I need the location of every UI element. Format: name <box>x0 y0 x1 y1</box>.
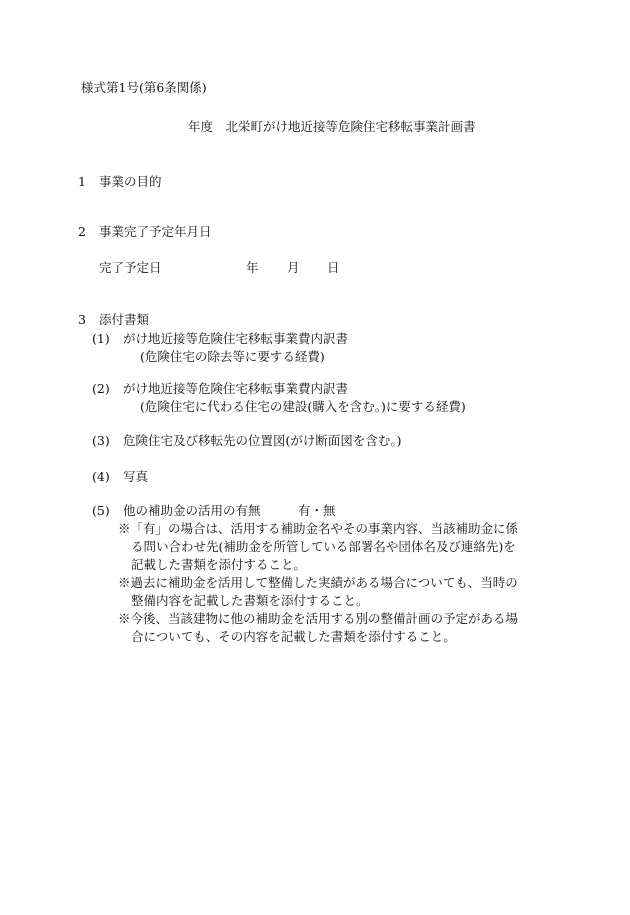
section-3-number: 3 <box>78 312 86 327</box>
completion-year-unit: 年 <box>246 260 259 275</box>
attachment-1-text: がけ地近接等危険住宅移転事業費内訳書 <box>123 331 349 346</box>
attachment-5-text: 他の補助金の活用の有無 <box>123 503 261 518</box>
attachment-2-text: がけ地近接等危険住宅移転事業費内訳書 <box>123 381 349 396</box>
completion-day-unit: 日 <box>327 260 340 275</box>
note-1-line-2: る問い合わせ先(補助金を所管している部署名や団体名及び連絡先)を <box>131 539 516 554</box>
note-1-line-3: 記載した書類を添付すること。 <box>131 557 307 572</box>
form-id: 様式第1号(第6条関係) <box>81 80 207 95</box>
section-1-number: 1 <box>78 174 86 189</box>
attachment-2-number: (2) <box>92 381 110 396</box>
note-2-line-1: ※過去に補助金を活用して整備した実績がある場合についても、当時の <box>118 575 518 590</box>
attachment-5-number: (5) <box>92 503 110 518</box>
attachment-4-number: (4) <box>92 469 110 484</box>
attachment-3-text: 危険住宅及び移転先の位置図(がけ断面図を含む。) <box>123 433 402 448</box>
completion-date-label: 完了予定日 <box>99 260 162 275</box>
attachment-4-text: 写真 <box>123 469 149 484</box>
attachment-5-choice: 有・無 <box>298 503 336 518</box>
attachment-1-sub: (危険住宅の除去等に要する経費) <box>140 349 325 364</box>
section-2-heading: 事業完了予定年月日 <box>99 224 212 239</box>
section-3-heading: 添付書類 <box>99 312 150 327</box>
note-2-line-2: 整備内容を記載した書類を添付すること。 <box>131 593 369 608</box>
completion-month-unit: 月 <box>287 260 300 275</box>
document-title: 年度 北栄町がけ地近接等危険住宅移転事業計画書 <box>188 119 476 134</box>
note-3-line-1: ※今後、当該建物に他の補助金を活用する別の整備計画の予定がある場 <box>118 611 519 626</box>
attachment-3-number: (3) <box>92 433 110 448</box>
note-1-line-1: ※「有」の場合は、活用する補助金名やその事業内容、当該補助金に係 <box>118 521 519 536</box>
section-1-heading: 事業の目的 <box>99 174 162 189</box>
attachment-1-number: (1) <box>92 331 110 346</box>
note-3-line-2: 合についても、その内容を記載した書類を添付すること。 <box>131 629 456 644</box>
attachment-2-sub: (危険住宅に代わる住宅の建設(購入を含む。)に要する経費) <box>140 399 466 414</box>
section-2-number: 2 <box>78 224 86 239</box>
